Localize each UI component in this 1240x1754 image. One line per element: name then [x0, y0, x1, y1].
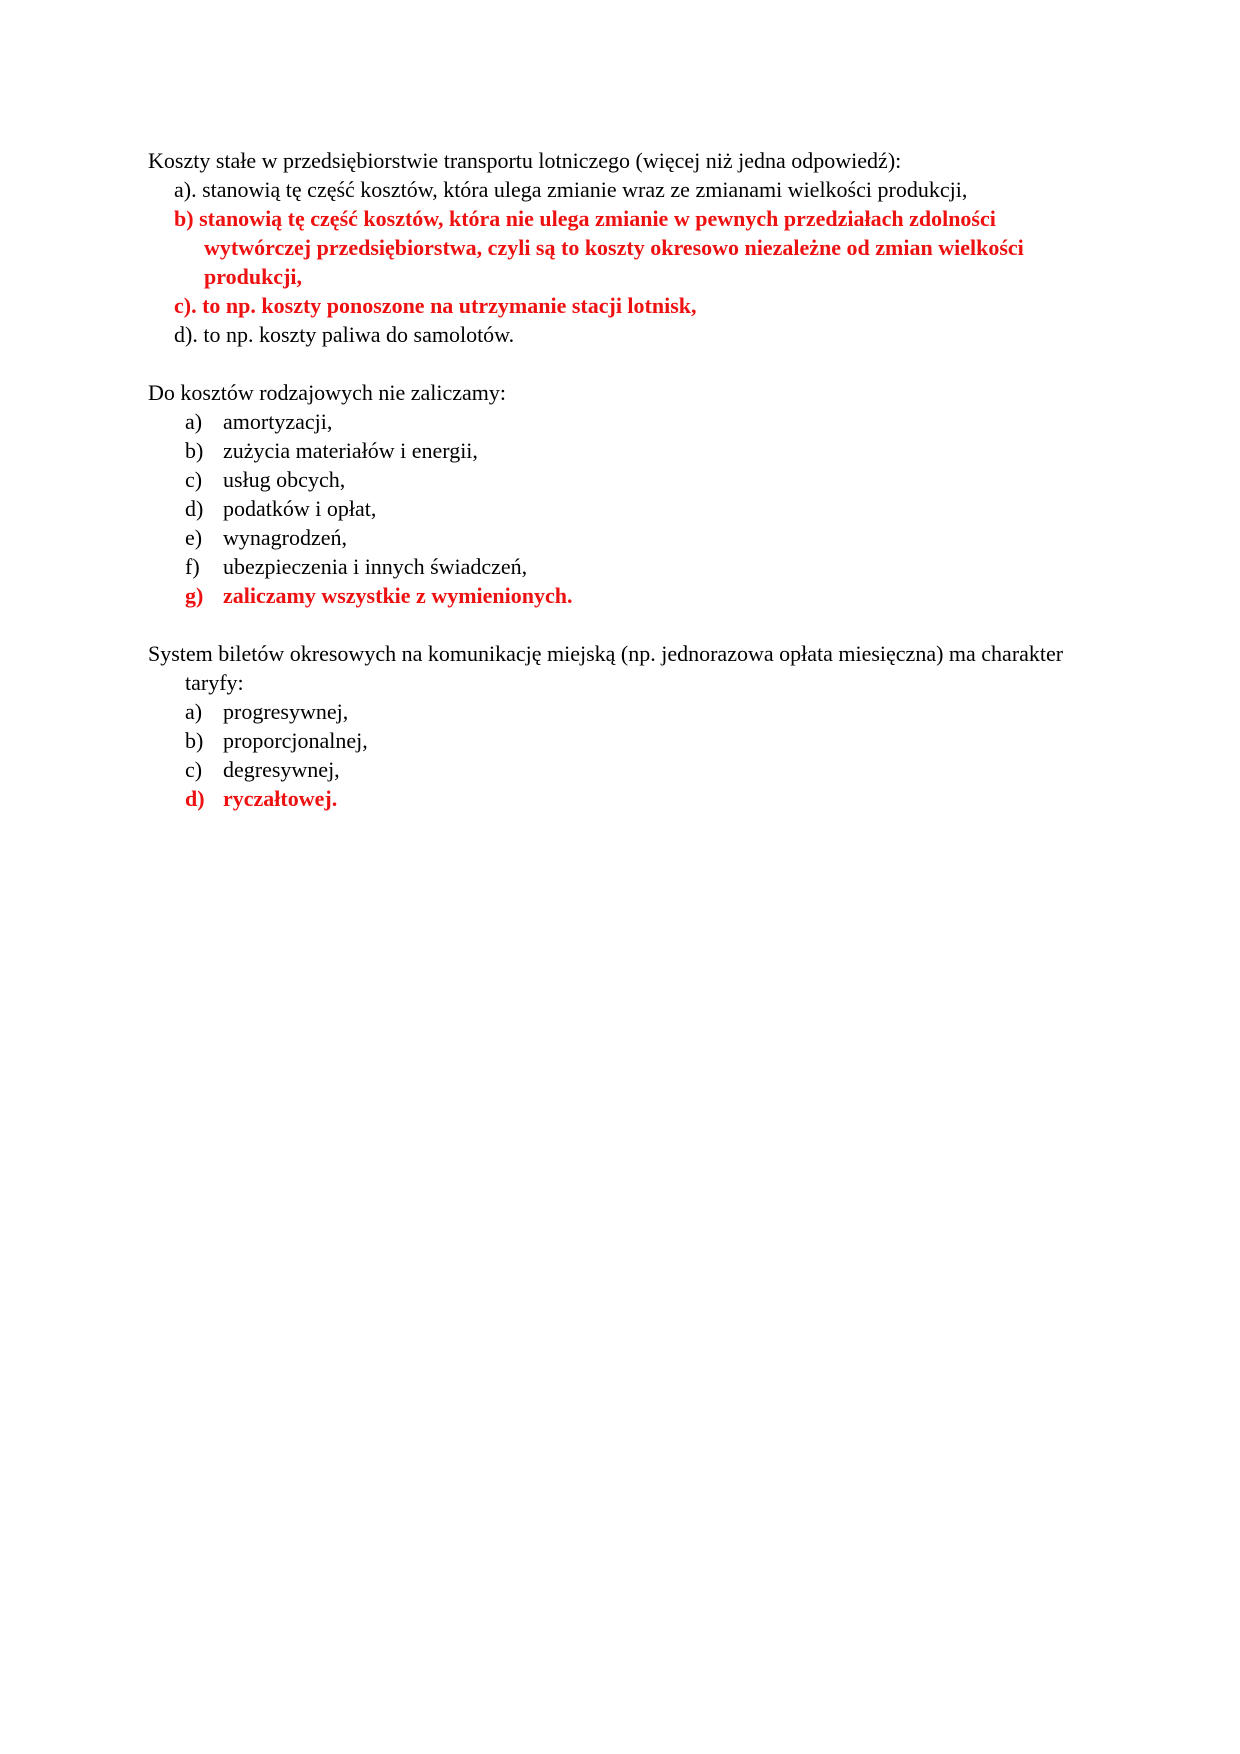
option-letter: b)	[174, 206, 200, 231]
answer-option-g-correct	[148, 581, 1108, 610]
document-page	[148, 146, 1108, 842]
option-text: amortyzacji,	[223, 409, 333, 434]
option-letter: f)	[185, 554, 200, 579]
answer-option-b	[148, 436, 1108, 465]
option-text: stanowią tę część kosztów, która ulega zmianie wraz ze zmianami wielkości produkcji,	[202, 177, 968, 202]
answer-option-c	[148, 465, 1108, 494]
answer-option-a	[148, 407, 1108, 436]
option-text: podatków i opłat,	[223, 496, 377, 521]
option-text: to np. koszty paliwa do samolotów.	[203, 322, 515, 347]
option-text: to np. koszty ponoszone na utrzymanie stacji lotnisk,	[202, 293, 697, 318]
option-text: proporcjonalnej,	[223, 728, 368, 753]
answer-option-a	[148, 175, 1108, 204]
option-letter: a)	[185, 409, 203, 434]
answer-option-d-correct	[148, 784, 1108, 813]
option-text: ubezpieczenia i innych świadczeń,	[223, 554, 528, 579]
answer-option-c-correct	[148, 291, 1108, 320]
question-text: System biletów okresowych na komunikację miejską (np. jednorazowa opłata miesięczna) ma charakter taryfy:	[148, 641, 1064, 695]
option-letter: g)	[185, 583, 204, 608]
option-letter: d)	[185, 496, 204, 521]
option-letter: c)	[185, 757, 203, 782]
question-text: Do kosztów rodzajowych nie zaliczamy:	[148, 380, 506, 405]
option-letter: e)	[185, 525, 203, 550]
option-text: ryczałtowej.	[223, 786, 338, 811]
answer-option-c	[148, 755, 1108, 784]
question-3	[148, 639, 1108, 813]
option-text: stanowią tę część kosztów, która nie ulega zmianie w pewnych przedziałach zdolności wytwórczej przedsiębiorstwa, czyli są to koszty okresowo niezależne od zmian wielkości produkcji,	[199, 206, 1024, 289]
option-letter: a).	[174, 177, 203, 202]
answer-option-f	[148, 552, 1108, 581]
option-text: progresywnej,	[223, 699, 349, 724]
option-letter: c)	[185, 467, 203, 492]
answer-option-b	[148, 726, 1108, 755]
option-letter: a)	[185, 699, 203, 724]
option-text: degresywnej,	[223, 757, 340, 782]
question-text: Koszty stałe w przedsiębiorstwie transportu lotniczego (więcej niż jedna odpowiedź):	[148, 148, 902, 173]
option-text: zaliczamy wszystkie z wymienionych.	[223, 583, 573, 608]
option-letter: b)	[185, 438, 204, 463]
option-text: wynagrodzeń,	[223, 525, 348, 550]
answer-option-b-correct	[148, 204, 1108, 291]
option-letter: d)	[185, 786, 205, 811]
answer-option-d	[148, 494, 1108, 523]
answer-option-d	[148, 320, 1108, 349]
option-text: zużycia materiałów i energii,	[223, 438, 478, 463]
option-text: usług obcych,	[223, 467, 346, 492]
answer-option-a	[148, 697, 1108, 726]
question-2	[148, 378, 1108, 610]
question-1	[148, 146, 1108, 349]
option-letter: c).	[174, 293, 203, 318]
option-letter: d).	[174, 322, 204, 347]
answer-option-e	[148, 523, 1108, 552]
option-letter: b)	[185, 728, 204, 753]
